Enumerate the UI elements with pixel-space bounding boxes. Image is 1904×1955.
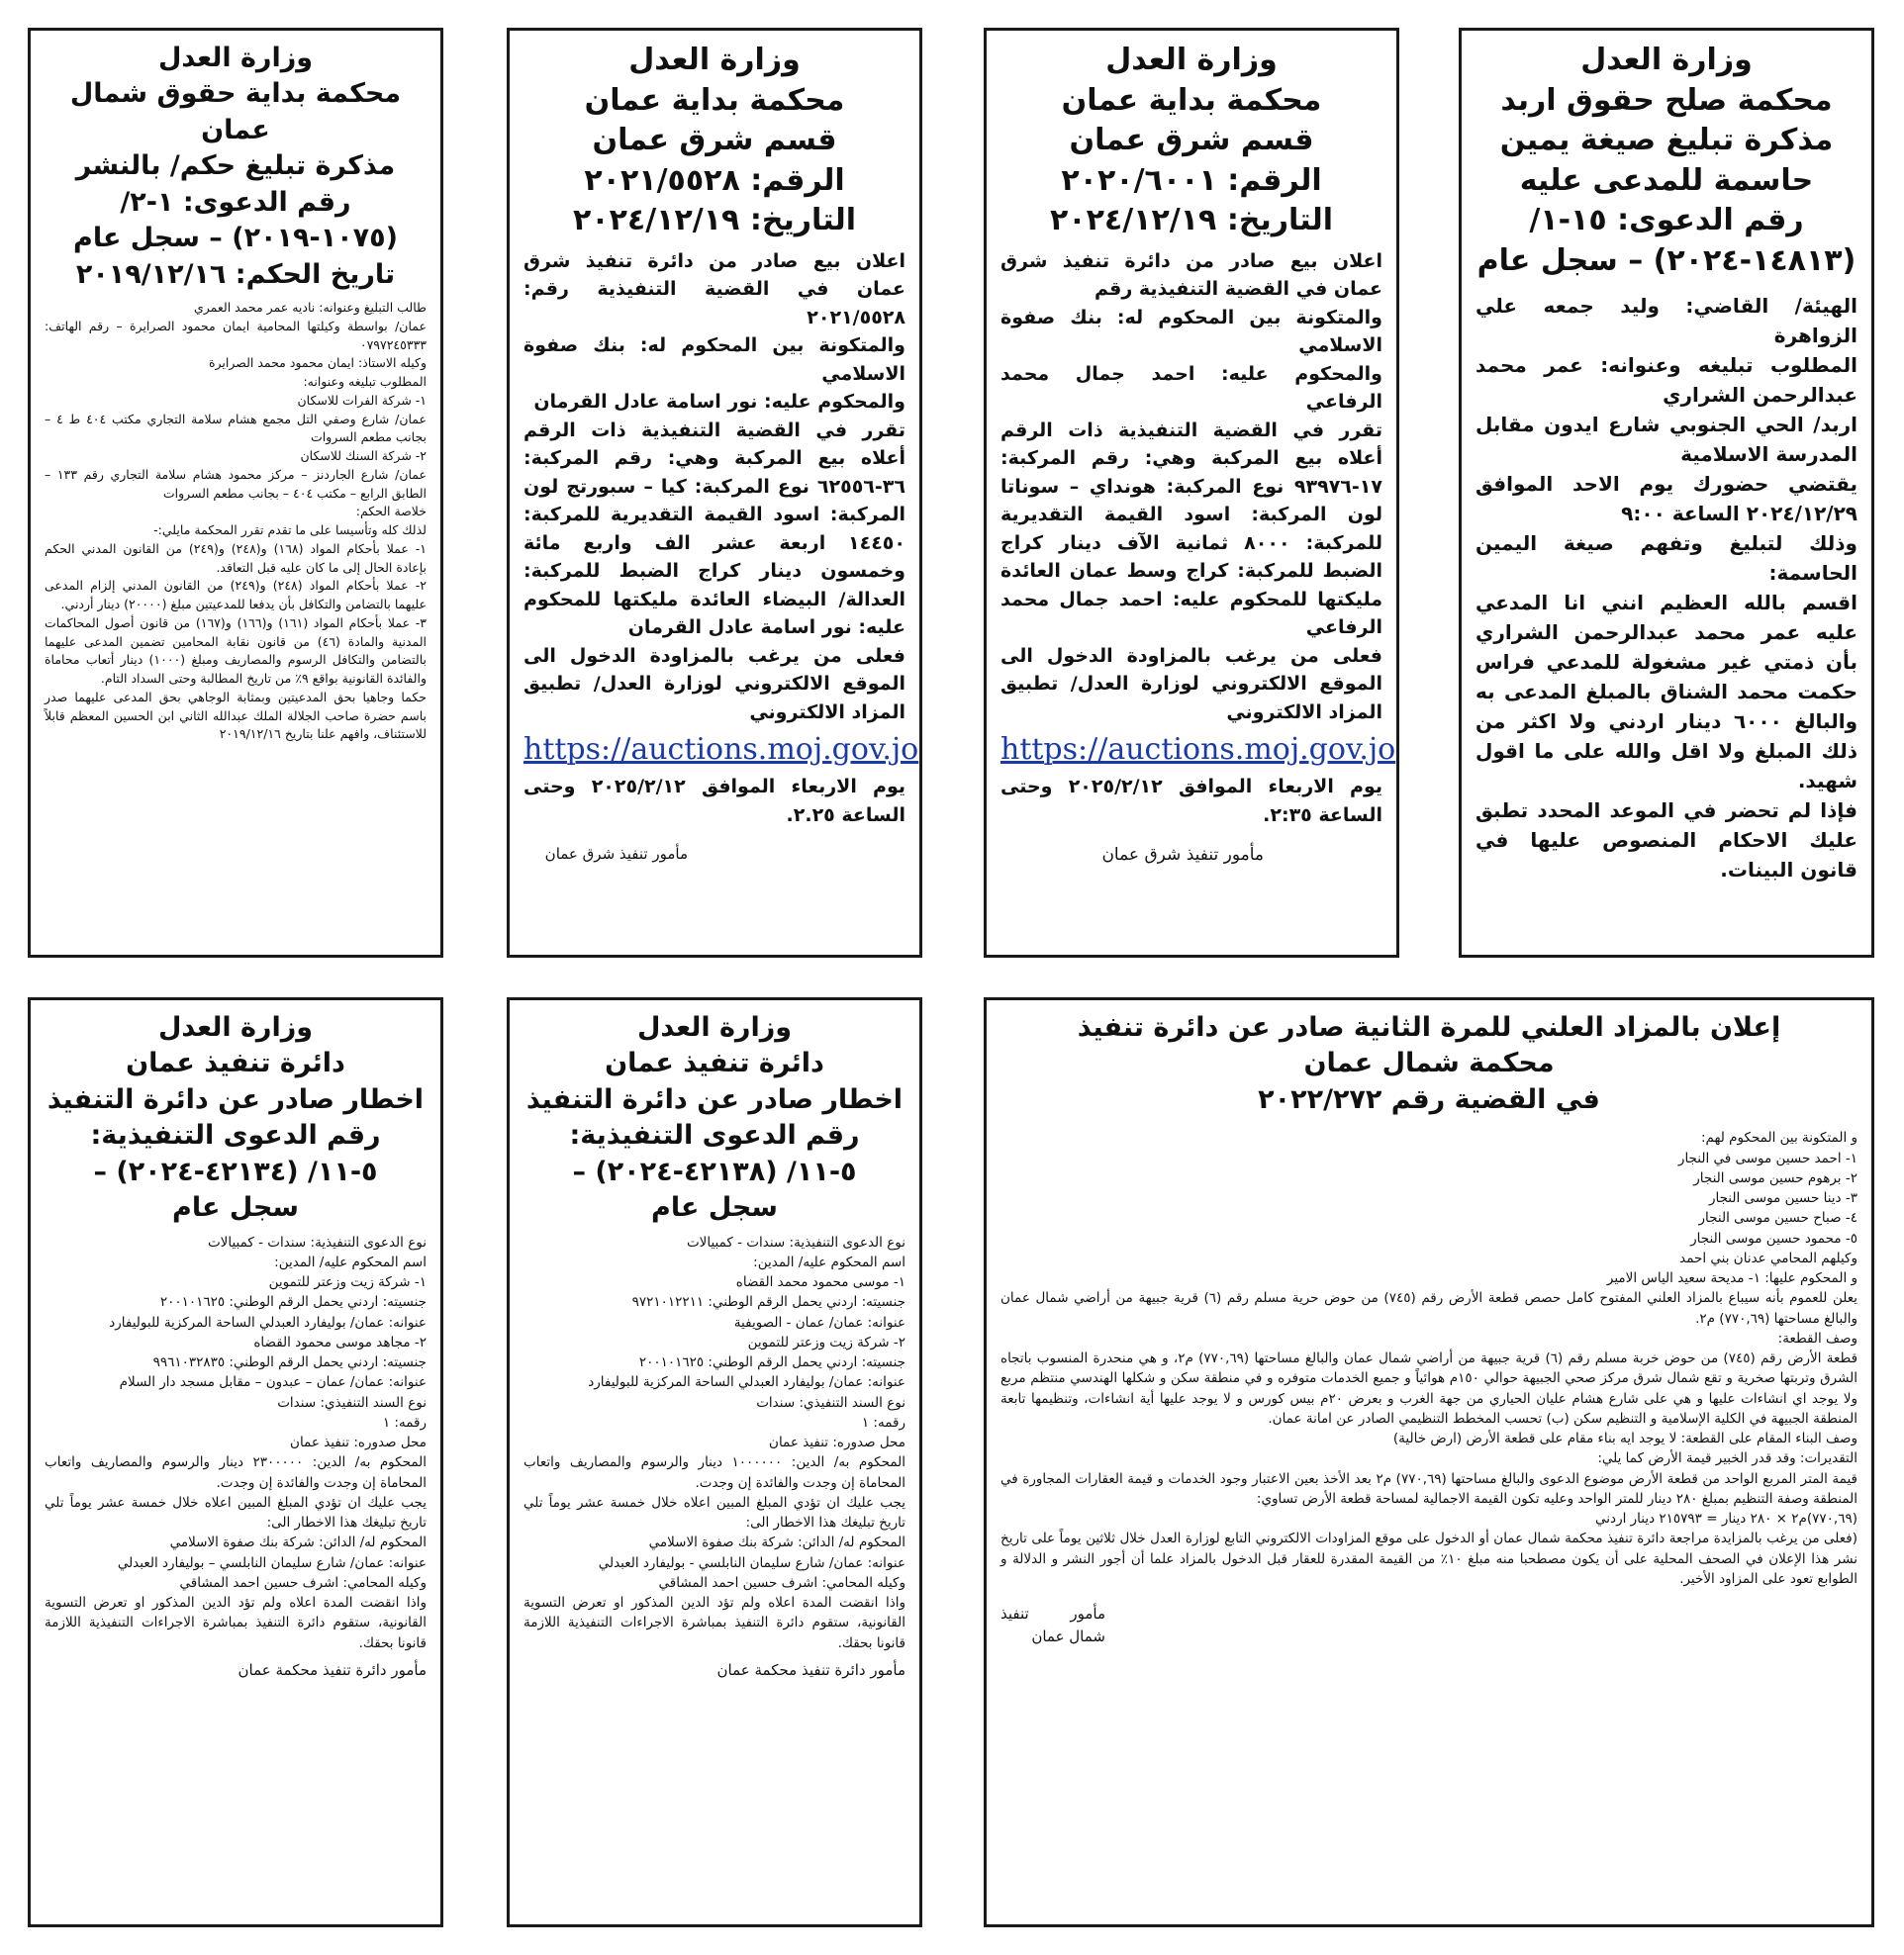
court-name: محكمة صلح حقوق اربد — [1500, 82, 1833, 118]
ministry-title: وزارة العدل — [157, 43, 314, 73]
creditors-attorney: وكيلهم المحامي عدنان بني احمد — [1679, 1250, 1857, 1266]
case-number: رقم الدعوى: ١٥-١/ (١٤٨١٣-٢٠٢٤) – سجل عام — [1476, 203, 1856, 278]
debtor-1-id: جنسيته: اردني يحمل الرقم الوطني: ٩٧٢١٠١٢٢١١ — [631, 1294, 905, 1311]
verdict-date: تاريخ الحكم: ٢٠١٩/١٢/١٦ — [75, 258, 396, 290]
debtor-2-id: جنسيته: اردني يحمل الرقم الوطني: ٩٩٦١٠٣٢٨٣٥ — [152, 1354, 427, 1371]
addressee-2: ٢- شركة السنك للاسكان — [300, 448, 427, 464]
reference-number: الرقم: ٢٠٢١/٥٥٢٨ — [584, 162, 845, 198]
case-type: نوع الدعوى التنفيذية: سندات - كمبيالات — [686, 1234, 905, 1251]
payment-deadline: يجب عليك ان تؤدي المبلغ المبين اعلاه خلال خمسة عشر يوماً تلي تاريخ تبليغك هذا الاخطار الى: — [524, 1494, 905, 1532]
instrument-number: رقمه: ١ — [382, 1414, 427, 1431]
case-number: رقم الدعوى: ١-٢/ (١٠٧٥-٢٠١٩) – سجل عام — [73, 186, 398, 254]
creditor-1: ١- احمد حسين موسى في النجار — [1677, 1150, 1857, 1166]
signature: مأمور دائرة تنفيذ محكمة عمان — [238, 1660, 427, 1679]
notice-land-auction — [984, 997, 1874, 1927]
notice-date: التاريخ: ٢٠٢٤/١٢/١٩ — [1049, 203, 1334, 237]
case-number: ٥-١١/ (٤٢١٣٤-٢٠٢٤) – — [93, 1156, 378, 1187]
reference-number: الرقم: ٢٠٢٠/٦٠٠١ — [1061, 162, 1322, 198]
debtor: والمحكوم عليه: نور اسامة عادل القرمان — [533, 391, 905, 413]
auction-title-line-3: في القضية رقم ٢٠٢٢/٢٧٢ — [1258, 1083, 1600, 1115]
creditor-address: عنوانه: عمان/ شارع سليمان النابلسي – بوليفارد العبدلي — [117, 1554, 427, 1571]
addressees-label: المطلوب تبليغه وعنوانه: — [303, 374, 427, 390]
notice-date: التاريخ: ٢٠٢٤/١٢/١٩ — [572, 203, 857, 237]
signature: مأمور دائرة تنفيذ محكمة عمان — [716, 1660, 905, 1679]
debtors-label: اسم المحكوم عليه/ المدين: — [274, 1254, 427, 1270]
notice-title: اخطار صادر عن دائرة التنفيذ — [47, 1083, 425, 1115]
addressee: المطلوب تبليغه وعنوانه: عمر محمد عبدالرحمن الشراري — [1476, 353, 1857, 407]
sale-announcement: يعلن للعموم بأنه سيباع بالمزاد العلني المفتوح كامل حصص قطعة الأرض رقم (٧٤٥) من حوض حرية مسلم رقم (٦) قرية جبيهة من أراضي شمال عمان والبالغ مساحتها (٧٧٠,٦٩) م٢. — [1000, 1290, 1857, 1327]
debtor-2: ٢- مجاهد موسى محمود القضاه — [253, 1334, 427, 1350]
issue-place: محل صدوره: تنفيذ عمان — [769, 1435, 905, 1451]
notice-title: مذكرة تبليغ صيغة يمين حاسمة للمدعى عليه — [1499, 123, 1834, 198]
judgment-amount: المحكوم به/ الدين: ١٠٠٠٠٠٠ دينار والرسوم والمصاريف واتعاب المحاماة إن وجدت والفائدة إن وجدت. — [524, 1454, 905, 1491]
verdict-intro: لذلك كله وتأسيسا على ما تقدم تقرر المحكمة مايلي:- — [153, 522, 427, 538]
requester-address: عمان/ بواسطة وكيلتها المحامية ايمان محمود الصرايرة – رقم الهاتف: ٠٧٩٧٢٤٥٣٣٣ — [45, 318, 427, 352]
signature: مأمور تنفيذ شمال عمان — [1000, 1605, 1105, 1645]
valuation-label: التقديرات: وقد قدر الخبير قيمة الأرض كما يلي: — [1597, 1450, 1857, 1467]
debtor-2-address: عنوانه: عمان/ عمان – عبدون – مقابل مسجد دار السلام — [119, 1374, 427, 1391]
case-number: ٥-١١/ (٤٢١٣٨-٢٠٢٤) – — [572, 1156, 857, 1187]
court-name: محكمة بداية عمان — [1061, 82, 1322, 118]
creditor-attorney: وكيله المحامي: اشرف حسين احمد المشاقي — [658, 1574, 905, 1591]
debtor-1: ١- موسى محمود محمد القضاه — [735, 1274, 905, 1291]
ministry-title: وزارة العدل — [628, 43, 801, 77]
court-name: محكمة بداية حقوق شمال عمان — [69, 78, 402, 145]
purpose: وذلك لتبليغ وتفهم صيغة اليمين الحاسمة: — [1476, 531, 1857, 585]
creditor: والمتكونة بين المحكوم له: بنك صفوة الاسلامي — [1000, 306, 1382, 356]
notice-execution-42138 — [507, 997, 922, 1927]
instrument-type: نوع السند التنفيذي: سندات — [756, 1394, 905, 1411]
issue-place: محل صدوره: تنفيذ عمان — [290, 1435, 427, 1451]
attorney: وكيله الاستاذ: ايمان محمود محمد الصرايرة — [208, 355, 427, 371]
debtors-label: اسم المحكوم عليه/ المدين: — [753, 1254, 905, 1270]
signature: مأمور تنفيذ شرق عمان — [1101, 845, 1264, 865]
debtor-2-id: جنسيته: اردني يحمل الرقم الوطني: ٢٠٠١٠١٦٢٥ — [638, 1354, 905, 1371]
enforcement-warning: واذا انقضت المدة اعلاه ولم تؤد الدين المذكور او تعرض التسوية القانونية، ستقوم دائرة التنفيذ بمباشرة الاجراءات التنفيذية اللازمة قانونا بحقك. — [45, 1595, 427, 1651]
notice-title: مذكرة تبليغ حكم/ بالنشر — [75, 150, 396, 182]
section-name: قسم شرق عمان — [592, 123, 837, 157]
verdict-item-2: ٢- عملا بأحكام المواد (٢٤٨) و(٢٤٩) من القانون المدني إلزام المدعى عليهما بالتضامن والتكافل بأن يدفعا للمدعيتين مبلغ (٢٠٠٠٠) دينار أردني. — [45, 578, 427, 612]
ministry-title: وزارة العدل — [1580, 43, 1753, 77]
case-type: نوع الدعوى التنفيذية: سندات - كمبيالات — [207, 1234, 427, 1251]
notice-execution-42134 — [28, 997, 443, 1927]
department-name: دائرة تنفيذ عمان — [126, 1048, 345, 1079]
court-name: محكمة بداية عمان — [584, 82, 845, 118]
ministry-title: وزارة العدل — [636, 1012, 793, 1043]
requester: طالب التبليغ وعنوانه: ناديه عمر محمد العمري — [193, 300, 427, 316]
creditor: المحكوم له/ الدائن: شركة بنك صفوة الاسلامي — [648, 1535, 905, 1551]
addressee-1: ١- شركة الفرات للاسكان — [297, 392, 427, 408]
auction-website-link[interactable]: https://auctions.moj.gov.jo — [524, 732, 919, 767]
creditor: والمتكونة بين المحكوم له: بنك صفوة الاسلامي — [524, 334, 905, 385]
ministry-title: وزارة العدل — [1105, 43, 1278, 77]
payment-deadline: يجب عليك ان تؤدي المبلغ المبين اعلاه خلال خمسة عشر يوماً تلي تاريخ تبليغك هذا الاخطار الى: — [45, 1494, 427, 1532]
debtor-1-id: جنسيته: اردني يحمل الرقم الوطني: ٢٠٠١٠١٦٢٥ — [159, 1294, 427, 1311]
appearance-date: يقتضي حضورك يوم الاحد الموافق ٢٠٢٤/١٢/٢٩ الساعة ٩:٠٠ — [1476, 472, 1857, 525]
creditor-3: ٣- دينا حسين موسى النجار — [1708, 1190, 1857, 1207]
verdict-summary-label: خلاصة الحكم: — [355, 504, 427, 519]
section-name: قسم شرق عمان — [1069, 123, 1314, 157]
addressee-1-address: عمان/ شارع وصفي التل مجمع هشام سلامة التجاري مكتب ٤٠٤ ط ٤ – بجانب مطعم السروات — [45, 411, 427, 445]
notice-judgment-publication — [28, 28, 443, 958]
debtor: والمحكوم عليه: احمد جمال محمد الرفاعي — [1000, 362, 1382, 413]
creditor: المحكوم له/ الدائن: شركة بنك صفوة الاسلامي — [169, 1535, 427, 1551]
judgment-amount: المحكوم به/ الدين: ٢٣٠٠٠٠٠ دينار والرسوم والمصاريف واتعاب المحاماة إن وجدت والفائدة إن وجدت. — [45, 1454, 427, 1491]
debtor-1: ١- شركة زيت وزعتر للتموين — [268, 1274, 427, 1291]
address: اربد/ الحي الجنوبي شارع ايدون مقابل المدرسة الاسلامية — [1476, 413, 1857, 466]
plot-description-label: وصف القطعة: — [1777, 1330, 1857, 1347]
notice-oath-summons — [1459, 28, 1874, 958]
notice-vehicle-sale-5528 — [507, 28, 922, 958]
verdict-item-3: ٣- عملا بأحكام المواد (١٦١) و(١٦٦) و(١٦٧) من قانون أصول المحاكمات المدنية والمادة (٤٦) من قانون نقابة المحامين تضمين المدعى عليهما بالتضامن والتكافل الرسوم والمصاريف ومبلغ (١٠٠٠) دينار أتعاب محاماة والفائدة القانونية بواقع ٩٪ من تاريخ المطالبة وحتى السداد التام. — [45, 614, 428, 687]
debtor-2-address: عنوانه: عمان/ بوليفارد العبدلي الساحة المركزية للبوليفارد — [588, 1374, 905, 1391]
case-label: رقم الدعوى التنفيذية: — [569, 1120, 860, 1152]
building-description: وصف البناء المقام على القطعة: لا يوجد ايه بناء مقام على قطعة الأرض (ارض خالية) — [1392, 1431, 1857, 1447]
registry: سجل عام — [651, 1192, 778, 1224]
auction-title-line-1: إعلان بالمزاد العلني للمرة الثانية صادر عن دائرة تنفيذ — [1077, 1012, 1781, 1043]
verdict-item-1: ١- عملا بأحكام المواد (١٦٨) و(٢٤٨) و(٢٤٩) من القانون المدني الحكم بإعادة الحال إلى ما كان عليه قبل التعاقد. — [45, 540, 427, 575]
auction-deadline: يوم الاربعاء الموافق ٢٠٢٥/٢/١٢ وحتى الساعة ٢.٢٥. — [524, 776, 905, 826]
bidding-instructions: فعلى من يرغب بالمزاودة الدخول الى الموقع الالكتروني لوزارة العدل/ تطبيق المزاد الالكتروني — [524, 644, 905, 723]
debtor: و المحكوم عليها: ١- مديحة سعيد الياس الامير — [1606, 1270, 1857, 1287]
notice-vehicle-sale-6001 — [984, 28, 1399, 958]
department-name: دائرة تنفيذ عمان — [605, 1048, 824, 1079]
sale-intro: اعلان بيع صادر من دائرة تنفيذ شرق عمان في القضية التنفيذية رقم — [1000, 249, 1382, 300]
ministry-title: وزارة العدل — [157, 1012, 314, 1043]
creditor-address: عنوانه: عمان/ شارع سليمان النابلسي - بوليفارد العبدلي — [598, 1554, 905, 1571]
debtor-1-address: عنوانه: عمان/ بوليفارد العبدلي الساحة المركزية للبوليفارد — [109, 1314, 427, 1331]
addressee-2-address: عمان/ شارع الجاردنز – مركز محمود هشام سلامة التجاري رقم ١٣٣ – الطابق الرابع – مكتب ٤٠٤ – بجانب مطعم السروات — [45, 466, 427, 501]
instrument-number: رقمه: ١ — [861, 1414, 905, 1431]
notice-title: اخطار صادر عن دائرة التنفيذ — [525, 1083, 904, 1115]
debtor-2: ٢- شركة زيت وزعتر للتموين — [747, 1334, 905, 1350]
registry: سجل عام — [172, 1192, 299, 1224]
valuation-details: قيمة المتر المربع الواحد من قطعة الأرض موضوع الدعوى والبالغ مساحتها (٧٧٠,٦٩) م٢ بعد الأخذ بعين الاعتبار وجود الخدمات و قيمة العقارات المجاورة في المنطقة وصفة التنظيم بمبلغ ٢٨٠ دينار للمتر الواحد وعليه تكون القيمة الاجمالية لمساحة قطعة الأرض تساوي: — [1000, 1470, 1857, 1507]
signature: مأمور تنفيذ شرق عمان — [544, 845, 688, 863]
warning-text: فإذا لم تحضر في الموعد المحدد تطبق عليك الاحكام المنصوص عليها في قانون البينات. — [1476, 798, 1857, 882]
auction-title-line-2: محكمة شمال عمان — [1303, 1048, 1555, 1079]
enforcement-warning: واذا انقضت المدة اعلاه ولم تؤد الدين المذكور او تعرض التسوية القانونية، ستقوم دائرة التنفيذ بمباشرة الاجراءات التنفيذية اللازمة قانونا بحقك. — [524, 1595, 905, 1651]
parties-label: و المتكونة بين المحكوم لهم: — [1701, 1130, 1857, 1147]
creditor-5: ٥- محمود حسين موسى النجار — [1690, 1230, 1857, 1247]
valuation-total: (٧٧٠,٦٩)م٢ × ٢٨٠ دينار = ٢١٥٧٩٣ دينار اردني — [1595, 1511, 1857, 1528]
auction-deadline: يوم الاربعاء الموافق ٢٠٢٥/٢/١٢ وحتى الساعة ٢:٣٥. — [1000, 776, 1382, 826]
vehicle-details: تقرر في القضية التنفيذية ذات الرقم أعلاه بيع المركبة وهي: رقم المركبة: ١٧-٩٣٩٧٦ نوع المركبة: هونداي – سوناتا لون المركبة: اسود القيمة التقديرية للمركبة: ٨٠٠٠ ثمانية الآف دينار كراج الضبط للمركبة: كراج وسط عمان العائدة مليكتها للمحكوم عليه: احمد جمال محمد الرفاعي — [1000, 419, 1382, 638]
creditor-2: ٢- برهوم حسين موسى النجار — [1693, 1169, 1857, 1186]
auction-website-link[interactable]: https://auctions.moj.gov.jo — [1000, 732, 1396, 767]
bidding-instructions: فعلى من يرغب بالمزاودة الدخول الى الموقع الالكتروني لوزارة العدل/ تطبيق المزاد الالكتروني — [1000, 644, 1382, 723]
vehicle-details: تقرر في القضية التنفيذية ذات الرقم أعلاه بيع المركبة وهي: رقم المركبة: ٣٦-٦٢٥٥٦ نوع المركبة: كيا – سبورتج لون المركبة: اسود القيمة التقديرية للمركبة: ١٤٤٥٠ اربعة عشر الف واربع مائة وخمسون دينار كراج الضبط للمركبة: العدالة/ البيضاء العائدة مليكتها للمحكوم عليه: نور اسامة عادل القرمان — [524, 419, 905, 638]
sale-intro: اعلان بيع صادر من دائرة تنفيذ شرق عمان في القضية التنفيذية رقم: ٢٠٢١/٥٥٢٨ — [524, 249, 905, 328]
bidding-instructions: (فعلى من يرغب بالمزايدة مراجعة دائرة تنفيذ محكمة شمال عمان أو الدخول على موقع المزاودات الالكتروني التابع لوزارة العدل خلال ثلاثين يوماً على تاريخ نشر هذا الإعلان في الصحف المحلية على أن يكون مصطحبا منه مبلغ ١٠٪ من القيمة المقدرة للعقار قبل الدخول بالمزاد علما أن أجور النشر و الدلالة و الطوابع تعود على المزاود الأخير. — [1000, 1531, 1857, 1587]
creditor-attorney: وكيله المحامي: اشرف حسين احمد المشاقي — [179, 1574, 427, 1591]
panel-judge: الهيئة/ القاضي: وليد جمعه علي الزواهرة — [1476, 294, 1857, 347]
oath-text: اقسم بالله العظيم انني انا المدعي عليه عمر محمد عبدالرحمن الشراري بأن ذمتي غير مشغولة للمدعي فراس حكمت محمد الشناق بالمبلغ المدعى به والبالغ ٦٠٠٠ دينار اردني ولا اكثر من ذلك المبلغ ولا اقل والله على ما اقول شهيد. — [1476, 591, 1858, 792]
instrument-type: نوع السند التنفيذي: سندات — [277, 1394, 427, 1411]
case-label: رقم الدعوى التنفيذية: — [90, 1120, 381, 1152]
plot-description: قطعة الأرض رقم (٧٤٥) من حوض خربة مسلم رقم (٦) قرية جبيهة من أراضي شمال عمان والبالغ مساحتها (٧٧٠,٦٩) م٢، و هي منحدرة المنسوب باتجاه الشرق وتربتها صخرية و تقع شمال شرق مركز صحي الجبيهة حوالي ١٥٠م هوائياً و جميع الخدمات متوفره و في منطقة سكن و شكلها الهندسي منتظم مربع ولا يوجد اي انشاءات عليها و هي على شارع هشام عليان الحياري من جهة الغرب و بعرض ٢٠م بيس كورس و لا يوجد عليها أية انشاءات، وتنظيمها تابعة المنطقة الجبيهة في الكلية الإسلامية و التنظيم سكن (ب) تحسب المخطط التنظيمي الصادر عن امانة عمان. — [1000, 1350, 1858, 1427]
creditor-4: ٤- صباح حسين موسى النجار — [1698, 1210, 1857, 1227]
verdict-closing: حكما وجاهيا بحق المدعيتين وبمثابة الوجاهي بحق المدعى عليهما صدر باسم حضرة صاحب الجلالة الملك عبدالله الثاني ابن الحسين المعظم قابلاً للاستئناف، وافهم علنا بتاريخ ٢٠١٩/١٢/١٦ — [45, 689, 427, 742]
debtor-1-address: عنوانه: عمان/ عمان - الصويفية — [733, 1314, 905, 1331]
